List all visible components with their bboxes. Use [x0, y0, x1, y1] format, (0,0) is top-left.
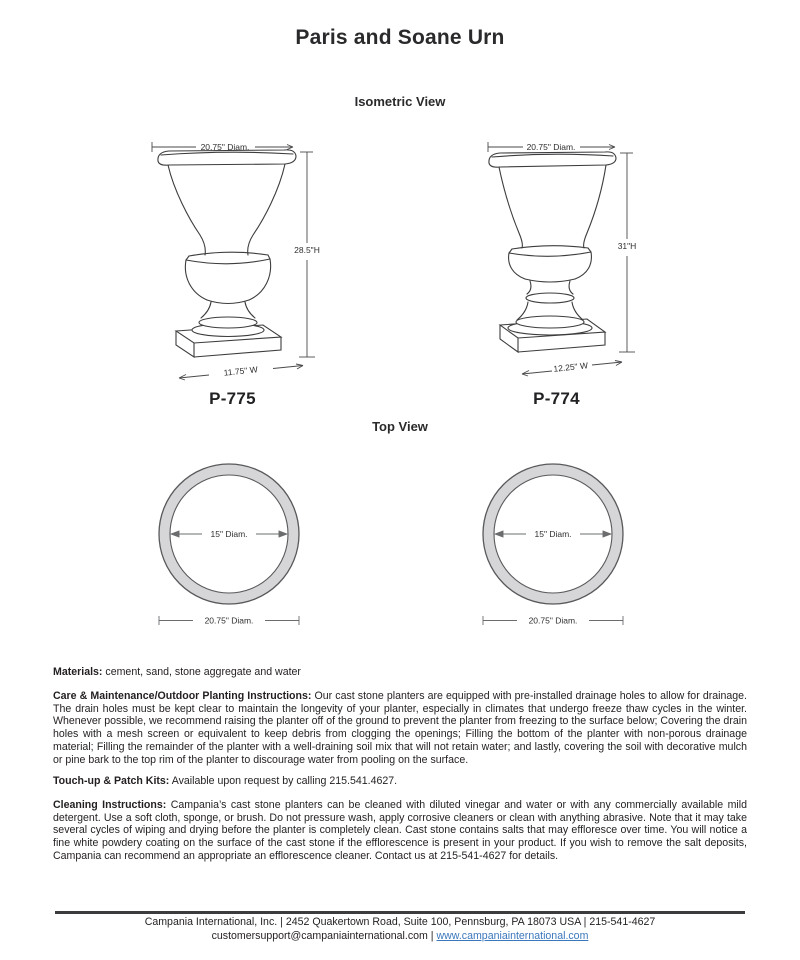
urn-p775-outline — [158, 150, 296, 357]
outer-diameter-label: 20.75" Diam. — [528, 615, 578, 626]
outer-diameter-label: 20.75" Diam. — [204, 615, 254, 626]
diameter-dimension-label: 20.75" Diam. — [526, 142, 576, 152]
urn-p774-line-art — [475, 136, 670, 386]
height-dimension-label: 31"H — [617, 241, 637, 251]
inner-diameter-label: 15" Diam. — [210, 529, 248, 539]
top-view-ring-p774 — [479, 458, 627, 630]
height-dimension-label: 28.5"H — [294, 245, 320, 255]
materials-text: cement, sand, stone aggregate and water — [105, 665, 301, 678]
diameter-dimension-label: 20.75" Diam. — [200, 142, 250, 152]
materials-paragraph — [53, 666, 747, 679]
page-title: Paris and Soane Urn — [295, 26, 505, 50]
top-view-heading: Top View — [372, 419, 428, 434]
model-number-p774: P-774 — [533, 389, 580, 408]
model-number-p775: P-775 — [209, 389, 256, 408]
urn-p774-outline — [489, 152, 616, 352]
care-maintenance-text: Our cast stone planters are equipped with pre-installed drainage holes to allow for drainage. The drain holes must be kept clear to maintain the longevity of your planter, especially in climates that undergo freeze thaw cycles in the winter. Whenever possible, we recommend raising the planter off of the ground to prevent the planter from freezing to the surface below; Covering the drain holes with a mesh screen or equivalent to keep debris from clogging the openings; Filling the bottom of the planter with non-porous drainage material; Filling the remainder of the planter with a well-draining soil mix that will not retain water; and lastly, covering the soil with decorative mulch or pine bark to the top rim of the planter to discourage water from pooling on the surface. — [53, 689, 747, 767]
isometric-view-heading: Isometric View — [354, 94, 446, 109]
care-maintenance-paragraph — [53, 690, 747, 767]
touchup-paragraph — [53, 775, 747, 788]
footer-company-info: Campania International, Inc. | 2452 Quakertown Road, Suite 100, Pennsburg, PA 18073 USA | 215-541-4627 — [144, 916, 656, 928]
cleaning-text: Campania’s cast stone planters can be cleaned with diluted vinegar and water or with any commercially available mild detergent. Use a soft cloth, sponge, or brush. Do not pressure wash, apply corrosive cleaners or clean with anything abrasive. Note that it may take several cycles of wiping and drying before the planter is completely clean. Cast stone contains salts that may effloresce over time. You will notice a fine white powdery coating on the surface of the cast stone if the efflorescence is present in your product. If you wish to remove the salt deposits, Campania can recommend an appropriate an efflorescence cleaner. Contact us at 215-541-4627 for details. — [53, 798, 747, 863]
footer-website-link[interactable]: www.campaniainternational.com — [436, 930, 589, 942]
urn-drawing-p775 — [145, 136, 340, 416]
urn-p775-line-art — [145, 136, 340, 386]
width-dimension-label: 12.25" W — [552, 360, 589, 374]
care-maintenance-label: Care & Maintenance/Outdoor Planting Instructions: — [53, 689, 312, 702]
top-view-ring-p775 — [155, 458, 303, 630]
touchup-label: Touch-up & Patch Kits: — [53, 774, 170, 787]
top-view-drawing-p775 — [155, 458, 303, 630]
cleaning-label: Cleaning Instructions: — [53, 798, 167, 811]
footer-divider — [55, 911, 745, 914]
top-view-drawing-p774 — [479, 458, 627, 630]
width-dimension-label: 11.75" W — [223, 364, 259, 378]
footer-email: customersupport@campaniainternational.com — [211, 930, 428, 942]
height-dimension-p774 — [619, 153, 635, 352]
touchup-text: Available upon request by calling 215.541.4627. — [171, 774, 398, 787]
materials-label: Materials: — [53, 665, 103, 678]
footer-contact-line — [0, 930, 800, 942]
cleaning-paragraph — [53, 799, 747, 864]
inner-diameter-label: 15" Diam. — [534, 529, 572, 539]
urn-drawing-p774 — [475, 136, 670, 416]
footer-separator: | — [427, 930, 437, 942]
